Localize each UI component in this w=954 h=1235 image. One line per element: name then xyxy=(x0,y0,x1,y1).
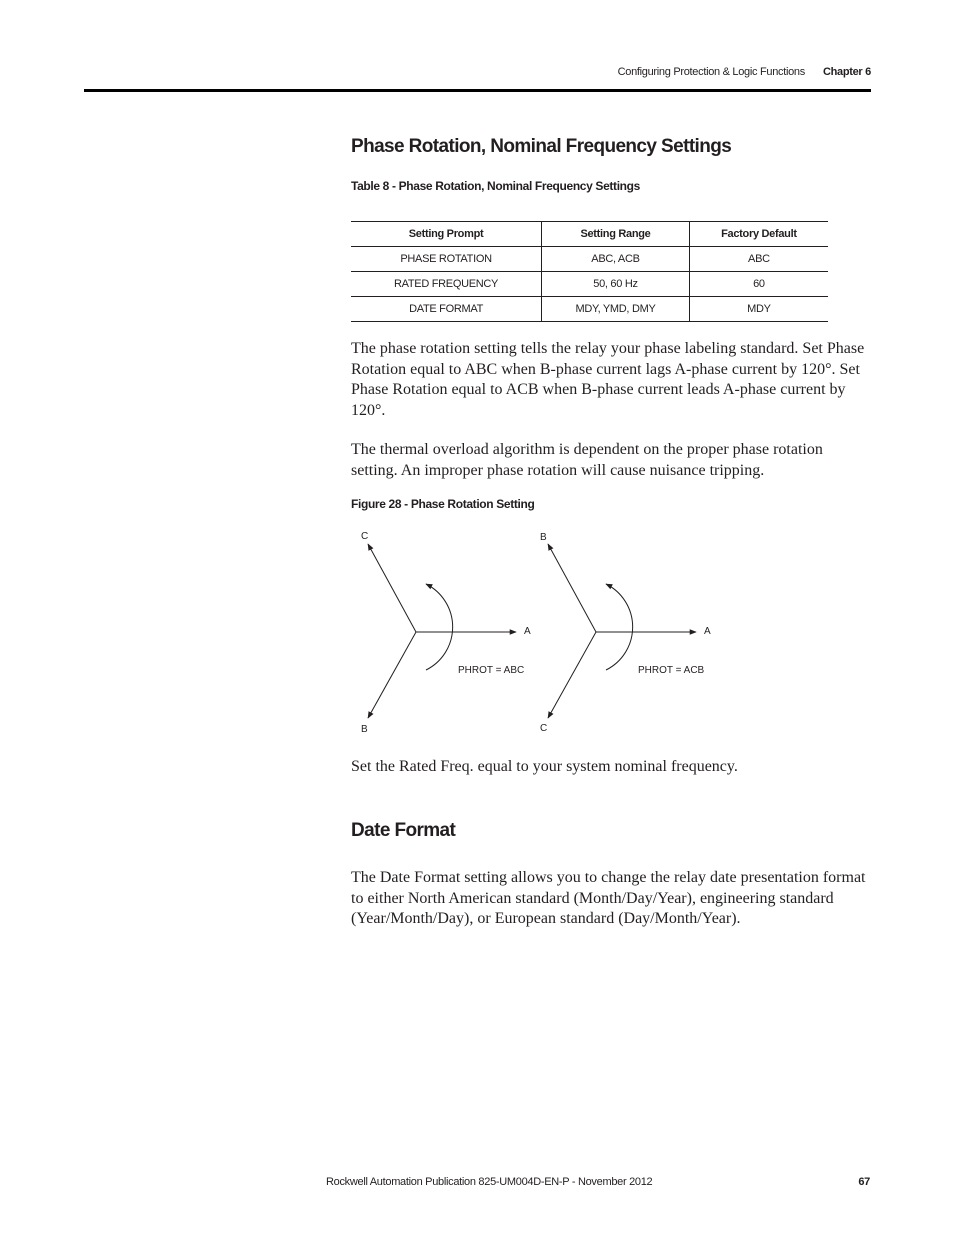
table-header-row xyxy=(351,222,828,247)
table-caption: Table 8 - Phase Rotation, Nominal Frequency Settings xyxy=(351,179,640,193)
table-cell: ABC xyxy=(689,247,828,272)
phasor-label-right: A xyxy=(524,626,531,637)
table-cell: RATED FREQUENCY xyxy=(351,272,542,297)
paragraph-phase-rotation: The phase rotation setting tells the relay your phase labeling standard. Set Phase Rotation equal to ABC when B-phase current lags A-phase current by 120°. Set Phase Rotation equal to ACB when B-phase current leads A-phase current by 120°. xyxy=(351,340,865,419)
paragraph-thermal-overload: The thermal overload algorithm is dependent on the proper phase rotation setting. An improper phase rotation will cause nuisance tripping. xyxy=(351,441,823,479)
phrot-note-abc: PHROT = ABC xyxy=(458,665,525,676)
header-rule xyxy=(84,89,871,92)
phasor-label-top: C xyxy=(361,531,369,542)
table-cell: DATE FORMAT xyxy=(351,297,542,322)
section-heading-phase-rotation: Phase Rotation, Nominal Frequency Settings xyxy=(351,136,732,157)
footer-publication: Rockwell Automation Publication 825-UM004D-EN-P - November 2012 xyxy=(326,1176,653,1188)
column-header-setting-range: Setting Range xyxy=(542,222,690,247)
paragraph-rated-frequency: Set the Rated Freq. equal to your system nominal frequency. xyxy=(351,758,738,775)
table-row xyxy=(351,272,828,297)
running-head-chapter: Chapter 6 xyxy=(822,66,871,78)
figure-caption: Figure 28 - Phase Rotation Setting xyxy=(351,497,535,511)
phasor-diagram-acb xyxy=(540,532,711,734)
table-cell: ABC, ACB xyxy=(542,247,690,272)
paragraph-date-format: The Date Format setting allows you to change the relay date presentation format to either North American standard (Month/Day/Year), engineering standard (Year/Month/Day), or European standard (Day/Month/Year). xyxy=(351,869,866,927)
settings-table xyxy=(351,221,828,322)
table-cell: PHASE ROTATION xyxy=(351,247,542,272)
table-cell: 50, 60 Hz xyxy=(542,272,690,297)
running-head xyxy=(618,66,871,78)
running-head-section: Configuring Protection & Logic Functions xyxy=(617,66,805,78)
phasor-label-right: A xyxy=(704,626,711,637)
phasor-bottom-arrow xyxy=(548,632,596,718)
table-cell: 60 xyxy=(689,272,828,297)
table-cell: MDY, YMD, DMY xyxy=(542,297,690,322)
phasor-label-bottom: B xyxy=(361,724,368,735)
table-row xyxy=(351,247,828,272)
phasor-top-arrow xyxy=(368,544,416,632)
phasor-top-arrow xyxy=(548,544,596,632)
phase-rotation-diagram xyxy=(340,520,740,740)
rotation-arrow-icon xyxy=(606,584,633,670)
phasor-diagram-abc xyxy=(361,531,531,735)
phasor-label-top: B xyxy=(540,532,547,543)
column-header-setting-prompt: Setting Prompt xyxy=(351,222,542,247)
table-row xyxy=(351,297,828,322)
table-cell: MDY xyxy=(689,297,828,322)
rotation-arrow-icon xyxy=(426,584,453,670)
page-number: 67 xyxy=(858,1176,870,1188)
phrot-note-acb: PHROT = ACB xyxy=(638,665,705,676)
column-header-factory-default: Factory Default xyxy=(689,222,828,247)
phasor-label-bottom: C xyxy=(540,723,548,734)
phasor-bottom-arrow xyxy=(368,632,416,718)
section-heading-date-format: Date Format xyxy=(351,820,456,841)
